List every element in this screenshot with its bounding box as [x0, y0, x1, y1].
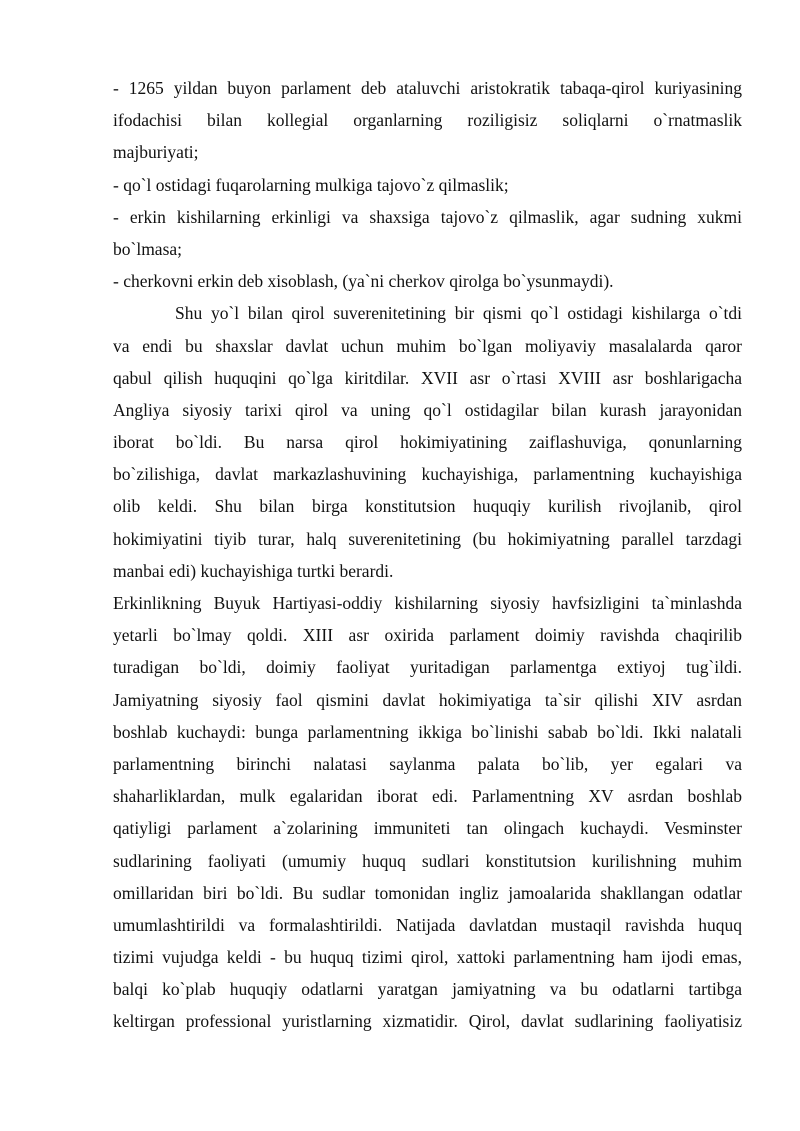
text-line: yetarli bo`lmay qoldi. XIII asr oxirida parlament doimiy ravishda chaqirilib: [113, 625, 742, 646]
text-line: Jamiyatning siyosiy faol qismini davlat hokimiyatiga ta`sir qilishi XIV asrdan: [113, 689, 742, 710]
text-line: va endi bu shaxslar davlat uchun muhim bo`lgan moliyaviy masalalarda qaror: [113, 335, 742, 356]
text-line: parlamentning birinchi nalatasi saylanma palata bo`lib, yer egalari va: [113, 753, 742, 774]
text-line: keltirgan professional yuristlarning xizmatidir. Qirol, davlat sudlarining faoliyatisiz: [113, 1011, 742, 1032]
text-line: bo`zilishiga, davlat markazlashuvining kuchayishiga, parlamentning kuchayishiga: [113, 464, 742, 485]
text-line: iborat bo`ldi. Bu narsa qirol hokimiyatining zaiflashuviga, qonunlarning: [113, 432, 742, 453]
text-line: turadigan bo`ldi, doimiy faoliyat yuritadigan parlamentga extiyoj tug`ildi.: [113, 657, 742, 678]
text-line: manbai edi) kuchayishiga turtki berardi.: [113, 560, 394, 581]
text-line: Erkinlikning Buyuk Hartiyasi-oddiy kishilarning siyosiy havfsizligini ta`minlashda: [113, 593, 742, 613]
text-line: majburiyati;: [113, 142, 199, 163]
text-line: hokimiyatini tiyib turar, halq suverenitetining (bu hokimiyatning parallel tarzdagi: [113, 528, 742, 549]
text-line: umumlashtirildi va formalashtirildi. Natijada davlatdan mustaqil ravishda huquq: [113, 914, 742, 935]
text-line: boshlab kuchaydi: bunga parlamentning ikkiga bo`linishi sabab bo`ldi. Ikki nalatali: [113, 721, 742, 742]
text-line: Angliya siyosiy tarixi qirol va uning qo`l ostidagilar bilan kurash jarayonidan: [113, 399, 742, 420]
text-line: bo`lmasa;: [113, 238, 183, 259]
text-line: balqi ko`plab huquqiy odatlarni yaratgan jamiyatning va bu odatlarni tartibga: [113, 979, 742, 1000]
text-line: Shu yo`l bilan qirol suverenitetining bir qismi qo`l ostidagi kishilarga o`tdi: [175, 303, 742, 324]
text-line: sudlarining faoliyati (umumiy huquq sudlari konstitutsion kurilishning muhim: [113, 850, 742, 871]
text-line: - qo`l ostidagi fuqarolarning mulkiga tajovo`z qilmaslik;: [113, 174, 509, 195]
text-line: qatiyligi parlament a`zolarining immuniteti tan olingach kuchaydi. Vesminster: [113, 818, 742, 839]
text-line: tizimi vujudga keldi - bu huquq tizimi qirol, xattoki parlamentning ham ijodi emas,: [113, 947, 742, 968]
document-body-text: [113, 72, 742, 1038]
text-line: omillaridan biri bo`ldi. Bu sudlar tomonidan ingliz jamoalarida shakllangan odatlar: [113, 882, 742, 903]
text-line: - erkin kishilarning erkinligi va shaxsiga tajovo`z qilmaslik, agar sudning xukmi: [113, 206, 742, 227]
text-line: - cherkovni erkin deb xisoblash, (ya`ni cherkov qirolga bo`ysunmaydi).: [113, 271, 614, 292]
text-line: shaharliklardan, mulk egalaridan iborat edi. Parlamentning XV asrdan boshlab: [113, 786, 742, 807]
text-line: qabul qilish huquqini qo`lga kiritdilar. XVII asr o`rtasi XVIII asr boshlarigacha: [113, 367, 742, 388]
text-line: ifodachisi bilan kollegial organlarning roziligisiz soliqlarni o`rnatmaslik: [113, 110, 742, 131]
text-line: olib keldi. Shu bilan birga konstitutsion huquqiy kurilish rivojlanib, qirol: [113, 496, 742, 517]
text-line: - 1265 yildan buyon parlament deb ataluvchi aristokratik tabaqa-qirol kuriyasining: [113, 78, 742, 98]
